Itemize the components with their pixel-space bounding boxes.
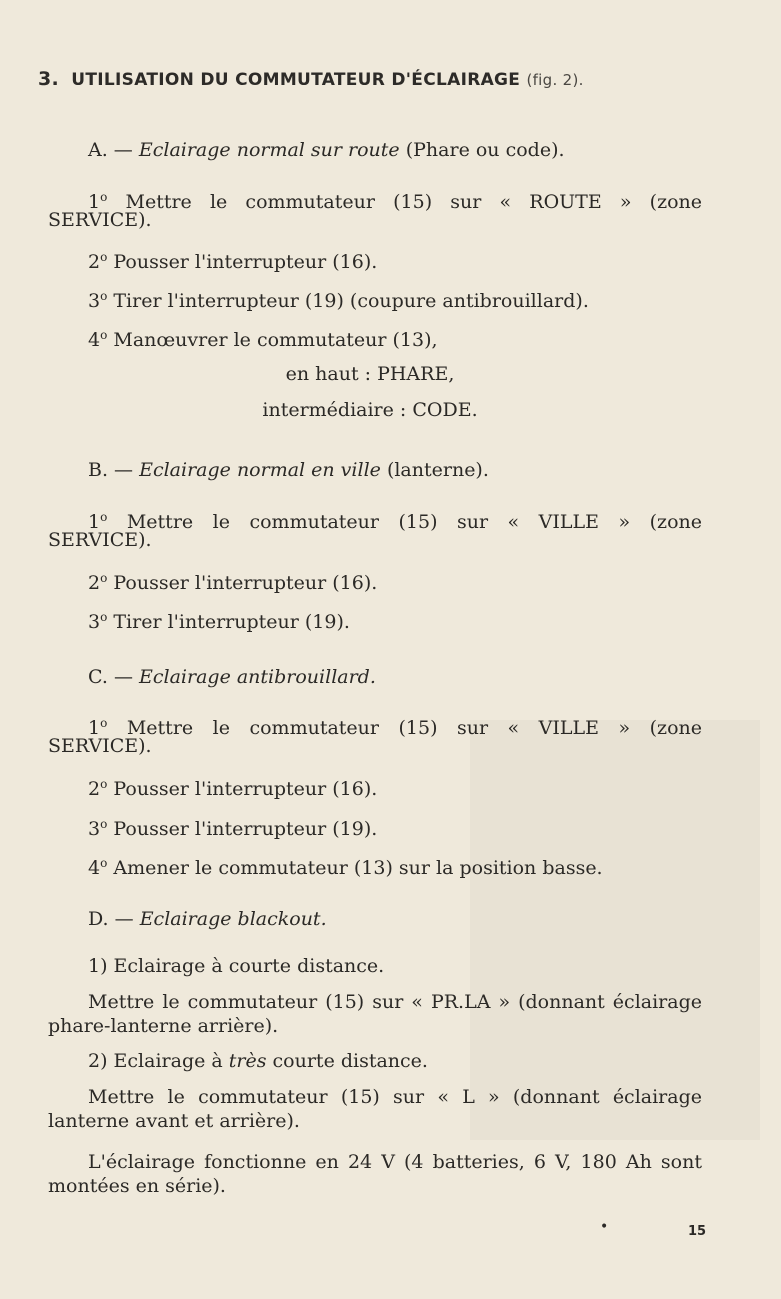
subsection-a-name: Eclairage normal sur route — [138, 139, 400, 161]
d-paragraph-4-cont: lanterne avant et arrière). — [48, 1110, 300, 1132]
step-sup: o — [100, 250, 108, 264]
b-step-2 — [88, 566, 377, 595]
subsection-a-label: A. — — [88, 139, 133, 161]
b-step-3 — [88, 605, 350, 634]
step-sup: o — [100, 571, 108, 585]
step-number: 1 — [88, 191, 101, 213]
step-number: 4 — [88, 857, 101, 879]
subsection-c-title — [88, 665, 376, 689]
step-text: Pousser l'interrupteur (16). — [113, 778, 378, 800]
step-text: Manœuvrer le commutateur (13), — [113, 329, 438, 351]
subsection-c-label: C. — — [88, 666, 133, 688]
step-sup: o — [100, 289, 108, 303]
step-number: 3 — [88, 290, 101, 312]
step-text: Mettre le commutateur (15) sur « ROUTE » (zone — [125, 191, 703, 213]
b-step-1-cont: SERVICE). — [48, 529, 152, 551]
figure-reference: (fig. 2). — [526, 71, 584, 89]
step-text: Pousser l'interrupteur (16). — [113, 572, 378, 594]
step-sup: o — [100, 510, 108, 524]
step-sup: o — [100, 817, 108, 831]
step-sup: o — [100, 777, 108, 791]
d-paragraph-2-cont: phare-lanterne arrière). — [48, 1015, 279, 1037]
c-step-2 — [88, 772, 377, 801]
d-paragraph-1: 1) Eclairage à courte distance. — [88, 955, 385, 977]
a-step-3 — [88, 284, 589, 313]
section-title: UTILISATION DU COMMUTATEUR D'ÉCLAIRAGE — [71, 70, 521, 90]
step-number: 2 — [88, 251, 101, 273]
step-number: 1 — [88, 511, 101, 533]
subsection-c-name: Eclairage antibrouillard. — [139, 666, 376, 688]
step-sup: o — [100, 610, 108, 624]
subsection-d-title — [88, 907, 327, 931]
step-number: 4 — [88, 329, 101, 351]
step-number: 1 — [88, 717, 101, 739]
subsection-d-label: D. — — [88, 908, 134, 930]
c-step-1-cont: SERVICE). — [48, 735, 152, 757]
step-text: Pousser l'interrupteur (19). — [113, 818, 378, 840]
step-sup: o — [100, 190, 108, 204]
d-paragraph-5: L'éclairage fonctionne en 24 V (4 batteries, 6 V, 180 Ah sont — [88, 1151, 702, 1173]
c-step-3 — [88, 812, 377, 841]
bleed-through-shade — [470, 720, 760, 1140]
step-number: 3 — [88, 818, 101, 840]
d-paragraph-5-cont: montées en série). — [48, 1175, 226, 1197]
page-number: 15 — [688, 1224, 707, 1239]
subsection-b-title — [88, 458, 489, 482]
step-sup: o — [100, 716, 108, 730]
step-number: 3 — [88, 611, 101, 633]
step-text: Pousser l'interrupteur (16). — [113, 251, 378, 273]
step-text: Mettre le commutateur (15) sur « VILLE » (zone — [126, 511, 702, 533]
d-p3-post: courte distance. — [272, 1050, 428, 1072]
subsection-b-label: B. — — [88, 459, 134, 481]
a-centered-1: en haut : PHARE, — [285, 363, 455, 385]
step-text: Tirer l'interrupteur (19) (coupure antibrouillard). — [113, 290, 589, 312]
d-p3-em: très — [228, 1050, 267, 1072]
step-text: Tirer l'interrupteur (19). — [113, 611, 350, 633]
subsection-b-name: Eclairage normal en ville — [139, 459, 381, 481]
step-sup: o — [100, 856, 108, 870]
a-step-1-cont: SERVICE). — [48, 209, 152, 231]
a-step-4 — [88, 323, 438, 352]
d-paragraph-2: Mettre le commutateur (15) sur « PR.LA » (donnant éclairage — [88, 991, 702, 1013]
step-number: 2 — [88, 572, 101, 594]
subsection-d-name: Eclairage blackout. — [139, 908, 327, 930]
a-step-2 — [88, 245, 377, 274]
step-text: Amener le commutateur (13) sur la position basse. — [113, 857, 603, 879]
d-p3-pre: 2) Eclairage à — [88, 1050, 223, 1072]
section-number: 3. — [38, 68, 60, 90]
step-sup: o — [100, 328, 108, 342]
bullet-mark: • — [600, 1219, 609, 1235]
subsection-a-title — [88, 138, 565, 162]
c-step-4 — [88, 851, 603, 880]
subsection-a-tail: (Phare ou code). — [405, 139, 565, 161]
step-text: Mettre le commutateur (15) sur « VILLE » (zone — [126, 717, 702, 739]
d-paragraph-4: Mettre le commutateur (15) sur « L » (donnant éclairage — [88, 1086, 702, 1108]
step-number: 2 — [88, 778, 101, 800]
d-paragraph-3 — [88, 1049, 428, 1073]
a-centered-2: intermédiaire : CODE. — [262, 399, 478, 421]
section-heading — [38, 68, 584, 90]
subsection-b-tail: (lanterne). — [386, 459, 489, 481]
